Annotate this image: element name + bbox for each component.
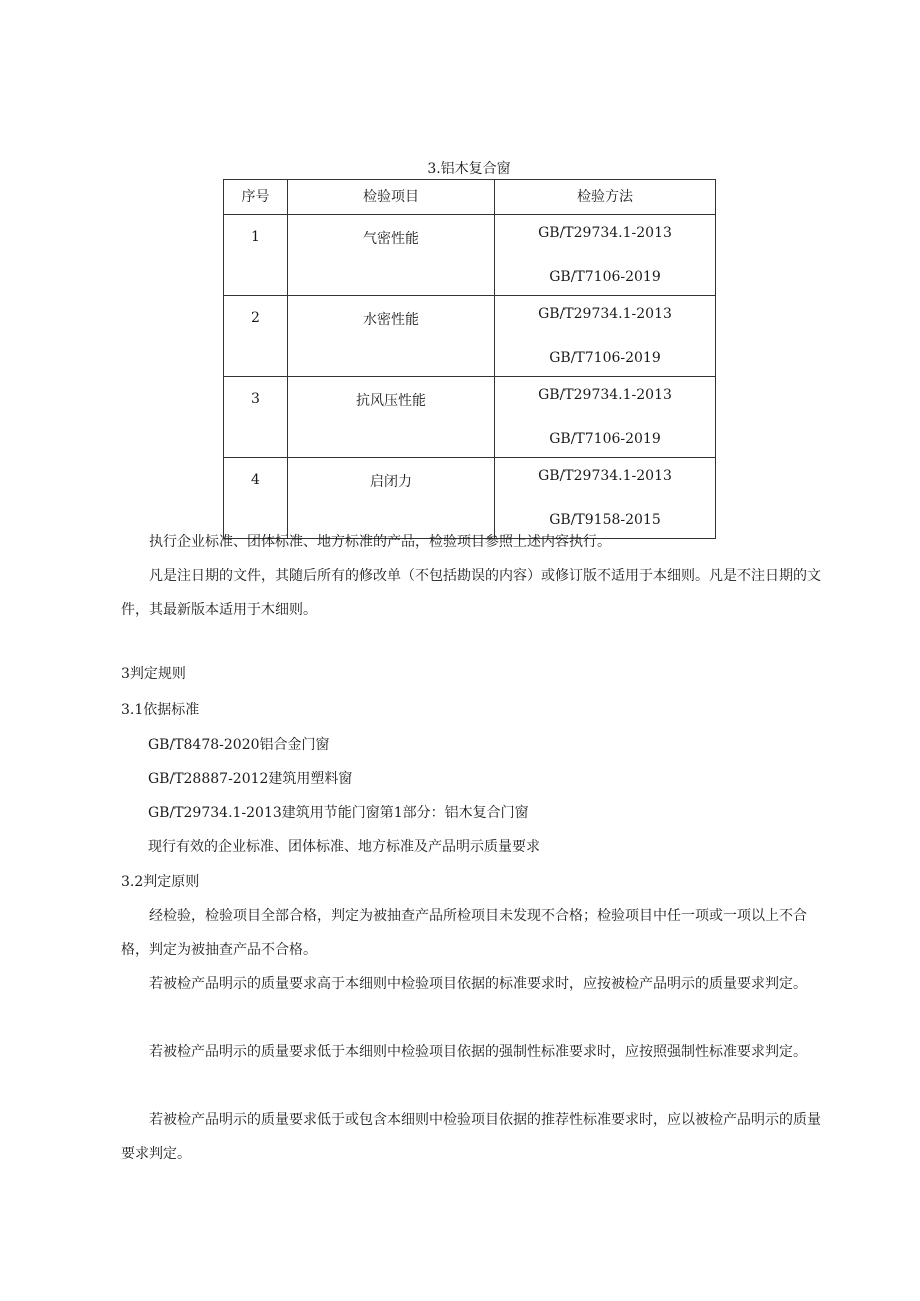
table-row <box>224 296 716 377</box>
standard-item: GB/T28887-2012建筑用塑料窗 <box>148 771 353 787</box>
method-standard: GB/T9158-2015 <box>549 512 661 528</box>
header-item: 检验项目 <box>288 180 495 215</box>
inspection-item: 抗风压性能 <box>356 393 426 409</box>
inspection-item: 启闭力 <box>370 474 412 490</box>
method-standard: GB/T29734.1-2013 <box>538 225 672 241</box>
table-row <box>224 377 716 458</box>
rule-paragraph: 若被检产品明示的质量要求低于本细则中检验项目依据的强制性标准要求时，应按照强制性标准要求判定。 <box>149 1044 807 1060</box>
header-serial: 序号 <box>224 180 288 215</box>
row-serial <box>224 377 288 458</box>
row-item <box>288 296 495 377</box>
inspection-item: 水密性能 <box>363 312 419 328</box>
row-item <box>288 215 495 296</box>
method-standard: GB/T29734.1-2013 <box>538 387 672 403</box>
rule-paragraph: 若被检产品明示的质量要求高于本细则中检验项目依据的标准要求时，应按被检产品明示的质量要求判定。 <box>149 976 807 992</box>
method-standard: GB/T7106-2019 <box>549 269 661 285</box>
header-method: 检验方法 <box>495 180 716 215</box>
standard-item: GB/T8478-2020铝合金门窗 <box>148 737 330 753</box>
rule-paragraph: 经检验，检验项目全部合格，判定为被抽查产品所检项目未发现不合格；检验项目中任一项或一项以上不合格，判定为被抽查产品不合格。 <box>121 908 807 958</box>
rule-paragraph: 若被检产品明示的质量要求低于或包含本细则中检验项目依据的推荐性标准要求时，应以被检产品明示的质量要求判定。 <box>121 1112 821 1162</box>
standard-item: GB/T29734.1-2013建筑用节能门窗第1部分：铝木复合门窗 <box>148 805 529 821</box>
table-row <box>224 215 716 296</box>
row-serial <box>224 296 288 377</box>
method-standard: GB/T7106-2019 <box>549 350 661 366</box>
inspection-table <box>223 179 716 539</box>
row-serial <box>224 215 288 296</box>
row-item <box>288 377 495 458</box>
row-method <box>495 215 716 296</box>
row-method <box>495 377 716 458</box>
method-standard: GB/T7106-2019 <box>549 431 661 447</box>
note-paragraph: 执行企业标准、团体标准、地方标准的产品，检验项目参照上述内容执行。 <box>149 534 611 550</box>
standard-item: 现行有效的企业标准、团体标准、地方标准及产品明示质量要求 <box>148 839 540 855</box>
serial-number: 3 <box>251 391 260 407</box>
note-paragraph: 凡是注日期的文件，其随后所有的修改单（不包括勘误的内容）或修订版不适用于本细则。凡是不注日期的文件，其最新版本适用于木细则。 <box>121 568 821 618</box>
table-caption: 3.铝木复合窗 <box>427 161 511 177</box>
serial-number: 4 <box>251 472 260 488</box>
method-standard: GB/T29734.1-2013 <box>538 306 672 322</box>
inspection-item: 气密性能 <box>363 231 419 247</box>
table-header-row <box>224 180 716 215</box>
row-method <box>495 296 716 377</box>
method-standard: GB/T29734.1-2013 <box>538 468 672 484</box>
section-heading: 3判定规则 <box>121 666 186 682</box>
serial-number: 2 <box>251 310 260 326</box>
serial-number: 1 <box>251 229 260 245</box>
subsection-heading: 3.1依据标准 <box>121 702 200 718</box>
subsection-heading: 3.2判定原则 <box>121 874 200 890</box>
